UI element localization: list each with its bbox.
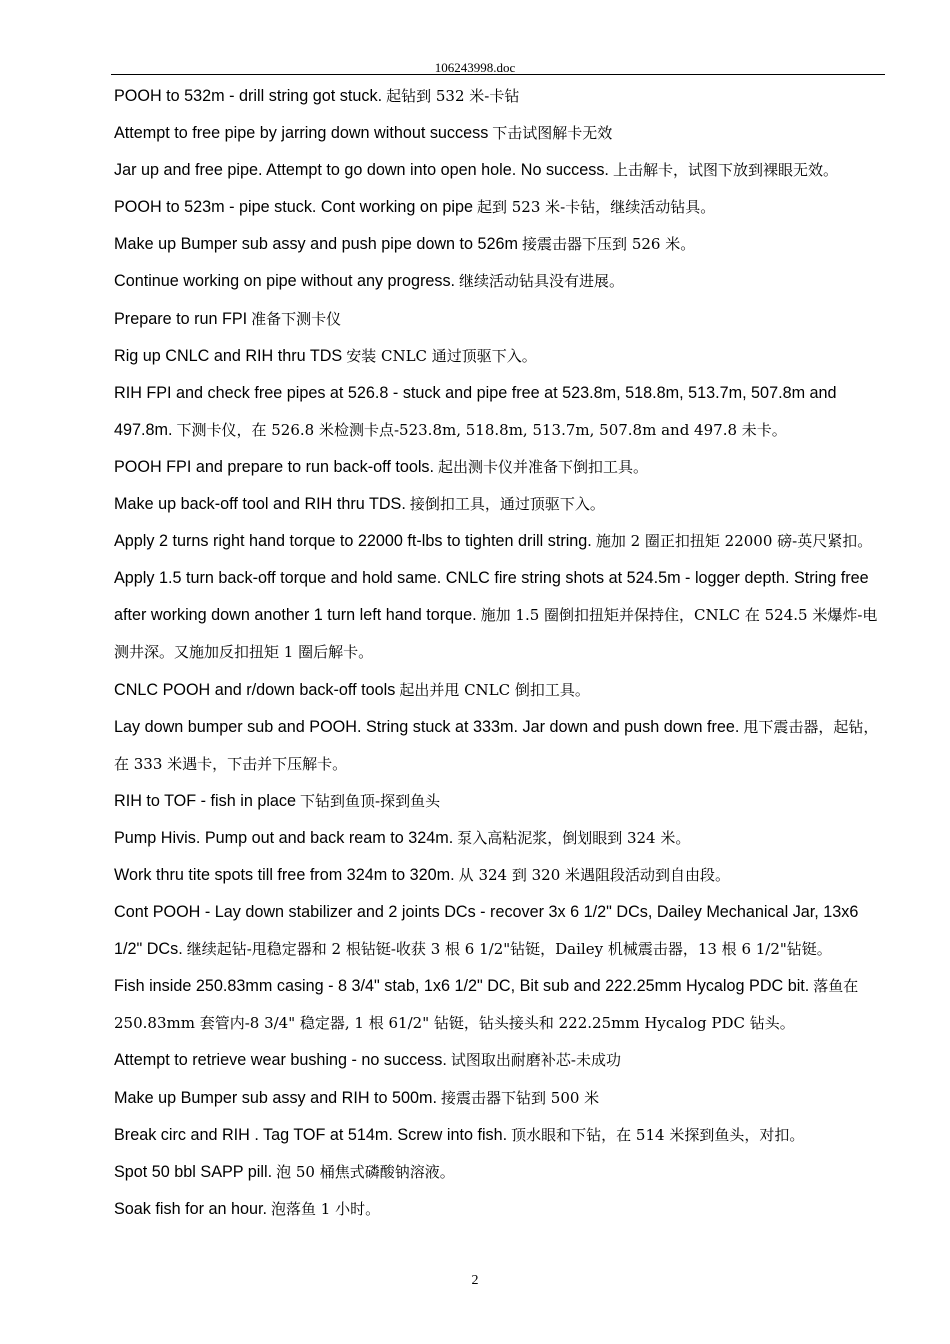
- paragraph-zh: 泵入高粘泥浆，倒划眼到 324 米。: [457, 828, 691, 847]
- paragraph-en: Break circ and RIH . Tag TOF at 514m. Screw into fish.: [114, 1125, 508, 1144]
- paragraph-en: Pump Hivis. Pump out and back ream to 324m.: [114, 828, 454, 847]
- paragraph-en: Attempt to retrieve wear bushing - no success.: [114, 1051, 447, 1070]
- paragraph-zh: 下测卡仪，在 526.8 米检测卡点-523.8m, 518.8m, 513.7m, 507.8m and 497.8 未卡。: [176, 420, 787, 439]
- paragraph-10: [114, 449, 888, 486]
- paragraph-en: Make up Bumper sub assy and push pipe down to 526m: [114, 235, 519, 254]
- paragraph-7: [114, 301, 888, 338]
- paragraph-19: [114, 894, 888, 968]
- paragraph-zh: 泡 50 桶焦式磷酸钠溶液。: [276, 1162, 455, 1181]
- paragraph-21: [114, 1042, 888, 1079]
- paragraph-zh: 安装 CNLC 通过顶驱下入。: [346, 346, 537, 365]
- paragraph-24: [114, 1154, 888, 1191]
- paragraph-13: [114, 560, 888, 671]
- paragraph-en: Continue working on pipe without any progress.: [114, 272, 456, 291]
- paragraph-en: POOH FPI and prepare to run back-off tools.: [114, 457, 435, 476]
- paragraph-en: Make up back-off tool and RIH thru TDS.: [114, 495, 406, 514]
- paragraph-en: Work thru tite spots till free from 324m to 320m.: [114, 865, 455, 884]
- paragraph-zh: 下击试图解卡无效: [492, 124, 613, 143]
- paragraph-zh: 继续活动钻具没有进展。: [459, 272, 625, 291]
- paragraph-1: [114, 78, 888, 115]
- paragraph-zh: 下钻到鱼顶-探到鱼头: [300, 791, 441, 810]
- paragraph-en: Jar up and free pipe. Attempt to go down into open hole. No success.: [114, 161, 609, 180]
- paragraph-12: [114, 523, 888, 560]
- paragraph-zh: 试图取出耐磨补芯-未成功: [450, 1051, 621, 1070]
- paragraph-5: [114, 226, 888, 263]
- paragraph-zh: 起钻到 532 米-卡钻: [386, 87, 520, 105]
- paragraph-6: [114, 263, 888, 300]
- paragraph-zh: 从 324 到 320 米遇阻段活动到自由段。: [458, 865, 731, 884]
- paragraph-zh: 起出测卡仪并准备下倒扣工具。: [438, 457, 649, 476]
- paragraph-en: Make up Bumper sub assy and RIH to 500m.: [114, 1088, 438, 1107]
- paragraph-23: [114, 1117, 888, 1154]
- paragraph-2: [114, 115, 888, 152]
- paragraph-en: POOH to 532m - drill string got stuck.: [114, 87, 383, 105]
- paragraph-zh: 起到 523 米-卡钻，继续活动钻具。: [477, 198, 716, 217]
- paragraph-en: CNLC POOH and r/down back-off tools: [114, 680, 396, 699]
- paragraph-zh: 上击解卡，试图下放到裸眼无效。: [612, 161, 838, 180]
- page-number: 2: [471, 1273, 479, 1288]
- header-filename: 106243998.doc: [434, 60, 516, 75]
- paragraph-11: [114, 486, 888, 523]
- paragraph-zh: 落鱼在 250.83mm 套管内-8 3/4" 稳定器, 1 根 61/2" 钻铤，钻头接头和 222.25mm Hycalog PDC 钻头。: [114, 977, 859, 1033]
- paragraph-18: [114, 857, 888, 894]
- paragraph-14: [114, 672, 888, 709]
- paragraph-zh: 泡落鱼 1 小时。: [270, 1199, 381, 1218]
- paragraph-en: RIH FPI and check free pipes at 526.8 - stuck and pipe free at 523.8m, 518.8m, 513.7m, 507.8m and 497.8m.: [114, 383, 837, 439]
- paragraph-en: Apply 1.5 turn back-off torque and hold same. CNLC fire string shots at 524.5m - logger depth. String free after working down another 1 turn left hand torque.: [114, 569, 869, 625]
- paragraph-en: Attempt to free pipe by jarring down without success: [114, 124, 489, 143]
- paragraph-22: [114, 1080, 888, 1117]
- paragraph-en: Rig up CNLC and RIH thru TDS: [114, 346, 343, 365]
- paragraph-zh: 接震击器下压到 526 米。: [522, 235, 696, 254]
- paragraph-9: [114, 375, 888, 449]
- paragraph-zh: 接震击器下钻到 500 米: [441, 1088, 600, 1107]
- paragraph-en: Spot 50 bbl SAPP pill.: [114, 1162, 273, 1181]
- paragraph-zh: 起出并甩 CNLC 倒扣工具。: [399, 680, 590, 699]
- paragraph-17: [114, 820, 888, 857]
- paragraph-en: Cont POOH - Lay down stabilizer and 2 joints DCs - recover 3x 6 1/2" DCs, Dailey Mechanical Jar, 13x6 1/2" DCs.: [114, 903, 859, 959]
- paragraph-en: Prepare to run FPI: [114, 309, 248, 328]
- paragraph-zh: 甩下震击器，起钻，在 333 米遇卡，下击并下压解卡。: [114, 717, 879, 773]
- paragraph-zh: 顶水眼和下钻，在 514 米探到鱼头，对扣。: [511, 1125, 805, 1144]
- paragraph-25: [114, 1191, 888, 1228]
- paragraph-20: [114, 968, 888, 1042]
- paragraph-en: Soak fish for an hour.: [114, 1199, 267, 1218]
- paragraph-4: [114, 189, 888, 226]
- header-divider: [111, 74, 885, 75]
- paragraph-zh: 接倒扣工具，通过顶驱下入。: [409, 495, 605, 514]
- paragraph-zh: 准备下测卡仪: [251, 309, 342, 328]
- paragraph-en: POOH to 523m - pipe stuck. Cont working on pipe: [114, 198, 473, 217]
- paragraph-zh: 施加 2 圈正扣扭矩 22000 磅-英尺紧扣。: [595, 532, 873, 551]
- paragraph-en: Lay down bumper sub and POOH. String stuck at 333m. Jar down and push down free.: [114, 717, 740, 736]
- paragraph-3: [114, 152, 888, 189]
- paragraph-8: [114, 338, 888, 375]
- paragraph-en: RIH to TOF - fish in place: [114, 791, 297, 810]
- paragraph-en: Apply 2 turns right hand torque to 22000 ft-lbs to tighten drill string.: [114, 532, 592, 551]
- paragraph-en: Fish inside 250.83mm casing - 8 3/4" stab, 1x6 1/2" DC, Bit sub and 222.25mm Hycalog PDC bit.: [114, 977, 810, 996]
- document-body: [114, 78, 888, 1228]
- paragraph-15: [114, 709, 888, 783]
- paragraph-zh: 施加 1.5 圈倒扣扭矩并保持住，CNLC 在 524.5 米爆炸-电测井深。又施加反扣扭矩 1 圈后解卡。: [114, 606, 878, 662]
- paragraph-16: [114, 783, 888, 820]
- paragraph-zh: 继续起钻-甩稳定器和 2 根钻铤-收获 3 根 6 1/2"钻铤，Dailey 机械震击器，13 根 6 1/2"钻铤。: [186, 940, 832, 959]
